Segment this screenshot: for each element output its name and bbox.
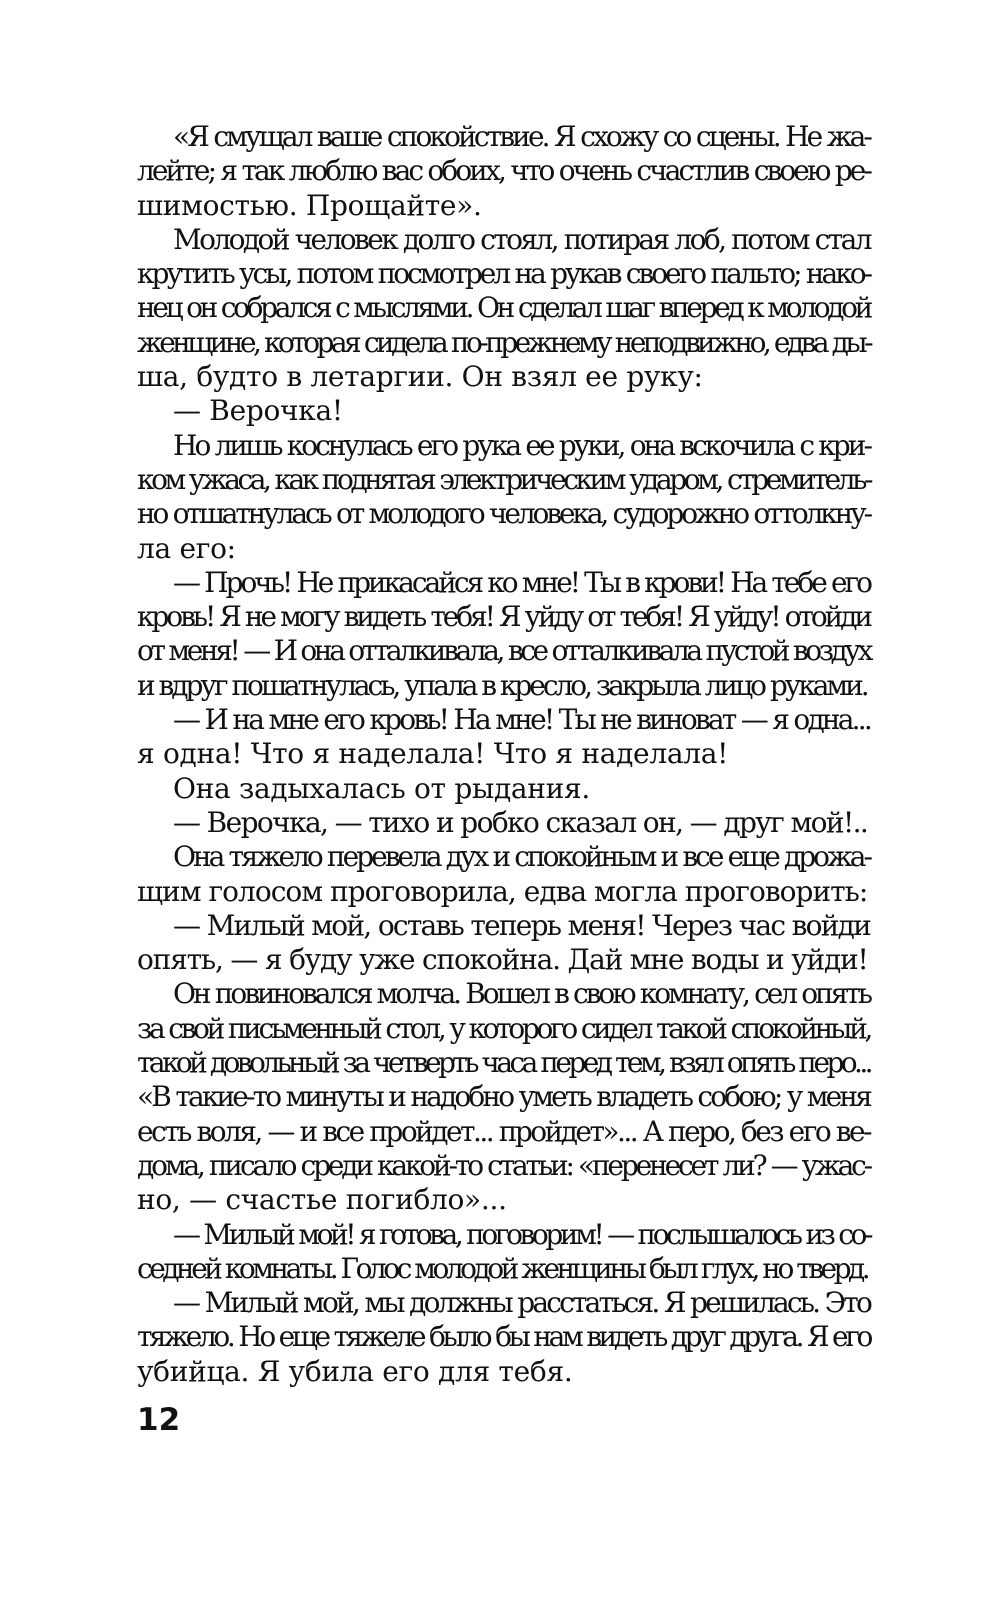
text-line: — Милый мой, оставь теперь меня! Через час войди — [173, 908, 870, 942]
text-line: — Прочь! Не прикасайся ко мне! Ты в крови! На тебе его — [173, 565, 870, 599]
text-line: — Милый мой, мы должны расстаться. Я решилась. Это — [173, 1286, 870, 1320]
text-line: Она тяжело перевела дух и спокойным и все еще дрожа- — [173, 840, 870, 874]
text-line: Но лишь коснулась его рука ее руки, она вскочила с кри- — [173, 428, 870, 462]
text-line: — Верочка, — тихо и робко сказал он, — друг мой!.. — [173, 805, 868, 839]
page-number: 12 — [137, 1402, 181, 1438]
text-line: «В такие-то минуты и надобно уметь владеть собою; у меня — [137, 1080, 870, 1114]
text-line: я одна! Что я наделала! Что я наделала! — [137, 737, 729, 771]
text-line: тяжело. Но еще тяжеле было бы нам видеть друг друга. Я его — [137, 1320, 870, 1354]
text-line: женщине, которая сидела по-прежнему неподвижно, едва ды- — [137, 325, 870, 359]
text-line: нец он собрался с мыслями. Он сделал шаг вперед к молодой — [137, 291, 870, 325]
text-line: щим голосом проговорила, едва могла проговорить: — [137, 874, 868, 908]
text-line: «Я смущал ваше спокойствие. Я схожу со сцены. Не жа- — [173, 120, 870, 153]
text-line: но отшатнулась от молодого человека, судорожно оттолкну- — [137, 497, 870, 531]
text-line: Он повиновался молча. Вошел в свою комнату, сел опять — [173, 977, 870, 1011]
text-line: дома, писало среди какой-то статьи: «перенесет ли? — ужас- — [137, 1148, 870, 1182]
text-line: такой довольный за четверть часа перед тем, взял опять перо... — [137, 1046, 870, 1080]
text-line: за свой письменный стол, у которого сидел такой спокойный, — [137, 1011, 870, 1045]
text-line: — И на мне его кровь! На мне! Ты не виноват — я одна... — [173, 703, 870, 737]
text-line: лейте; я так люблю вас обоих, что очень счастлив своею ре- — [137, 154, 870, 188]
text-line: Она задыхалась от рыдания. — [173, 771, 590, 805]
text-line: есть воля, — и все пройдет... пройдет»... А перо, без его ве- — [137, 1114, 870, 1148]
text-line: ша, будто в летаргии. Он взял ее руку: — [137, 360, 703, 394]
text-line: от меня! — И она отталкивала, все отталкивала пустой воздух — [137, 634, 870, 668]
text-line: ла его: — [137, 531, 236, 565]
text-line: — Милый мой! я готова, поговорим! — послышалось из со- — [173, 1217, 870, 1251]
text-line: кровь! Я не могу видеть тебя! Я уйду от тебя! Я уйду! отойди — [137, 600, 870, 634]
text-line: Молодой человек долго стоял, потирая лоб, потом стал — [173, 222, 870, 256]
text-line: и вдруг пошатнулась, упала в кресло, закрыла лицо руками. — [137, 668, 867, 702]
text-line: седней комнаты. Голос молодой женщины был глух, но тверд. — [137, 1251, 868, 1285]
text-line: ком ужаса, как поднятая электрическим ударом, стремитель- — [137, 462, 870, 496]
text-line: убийца. Я убила его для тебя. — [137, 1354, 573, 1388]
text-line: опять, — я буду уже спокойна. Дай мне воды и уйди! — [137, 943, 868, 977]
body-text — [137, 120, 870, 1389]
text-line: крутить усы, потом посмотрел на рукав своего пальто; нако- — [137, 257, 870, 291]
text-line: шимостью. Прощайте». — [137, 188, 482, 222]
text-line: — Верочка! — [173, 394, 343, 428]
text-line: но, — счастье погибло»... — [137, 1183, 507, 1217]
